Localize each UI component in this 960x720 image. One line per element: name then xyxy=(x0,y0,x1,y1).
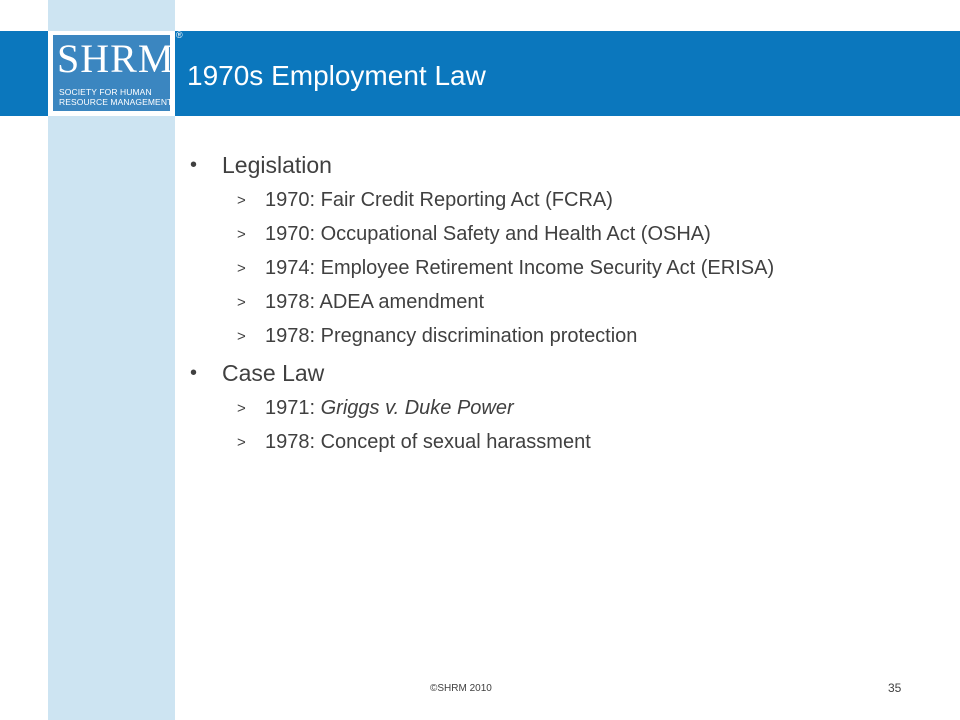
chevron-right-icon: > xyxy=(237,434,246,451)
list-item xyxy=(190,287,890,318)
list-item-text xyxy=(265,397,514,419)
logo-subtitle-line2: RESOURCE MANAGEMENT xyxy=(59,97,173,107)
logo-subtitle-line1: SOCIETY FOR HUMAN xyxy=(59,87,152,97)
list-item xyxy=(190,185,890,216)
section-case-law xyxy=(190,356,890,390)
section-legislation xyxy=(190,148,890,182)
section-heading: Case Law xyxy=(222,360,325,386)
chevron-right-icon: > xyxy=(237,294,246,311)
chevron-right-icon: > xyxy=(237,192,246,209)
logo-wordmark: SHRM xyxy=(57,36,175,81)
shrm-logo-mark xyxy=(53,35,175,111)
logo-subtitle xyxy=(59,87,173,107)
shrm-logo xyxy=(48,31,175,116)
list-item-text: 1970: Fair Credit Reporting Act (FCRA) xyxy=(265,189,613,211)
case-year: 1971: xyxy=(265,397,321,419)
registered-mark: ® xyxy=(176,30,183,40)
slide-content xyxy=(190,148,890,461)
chevron-right-icon: > xyxy=(237,226,246,243)
list-item xyxy=(190,321,890,352)
page-number: 35 xyxy=(888,681,902,695)
section-heading: Legislation xyxy=(222,152,332,178)
bullet-icon: • xyxy=(190,154,198,176)
list-item xyxy=(190,427,890,458)
footer-copyright: ©SHRM 2010 xyxy=(430,683,492,694)
list-item-text: 1978: Pregnancy discrimination protection xyxy=(265,325,638,347)
list-item xyxy=(190,393,890,424)
list-item xyxy=(190,253,890,284)
list-item-text: 1974: Employee Retirement Income Security Act (ERISA) xyxy=(265,257,775,279)
slide-title: 1970s Employment Law xyxy=(187,60,486,91)
list-item-text: 1970: Occupational Safety and Health Act (OSHA) xyxy=(265,223,711,245)
chevron-right-icon: > xyxy=(237,400,246,417)
list-item xyxy=(190,219,890,250)
chevron-right-icon: > xyxy=(237,260,246,277)
bullet-icon: • xyxy=(190,362,198,384)
chevron-right-icon: > xyxy=(237,328,246,345)
case-name: Griggs v. Duke Power xyxy=(320,397,514,419)
list-item-text: 1978: Concept of sexual harassment xyxy=(265,431,591,453)
list-item-text: 1978: ADEA amendment xyxy=(265,291,485,313)
